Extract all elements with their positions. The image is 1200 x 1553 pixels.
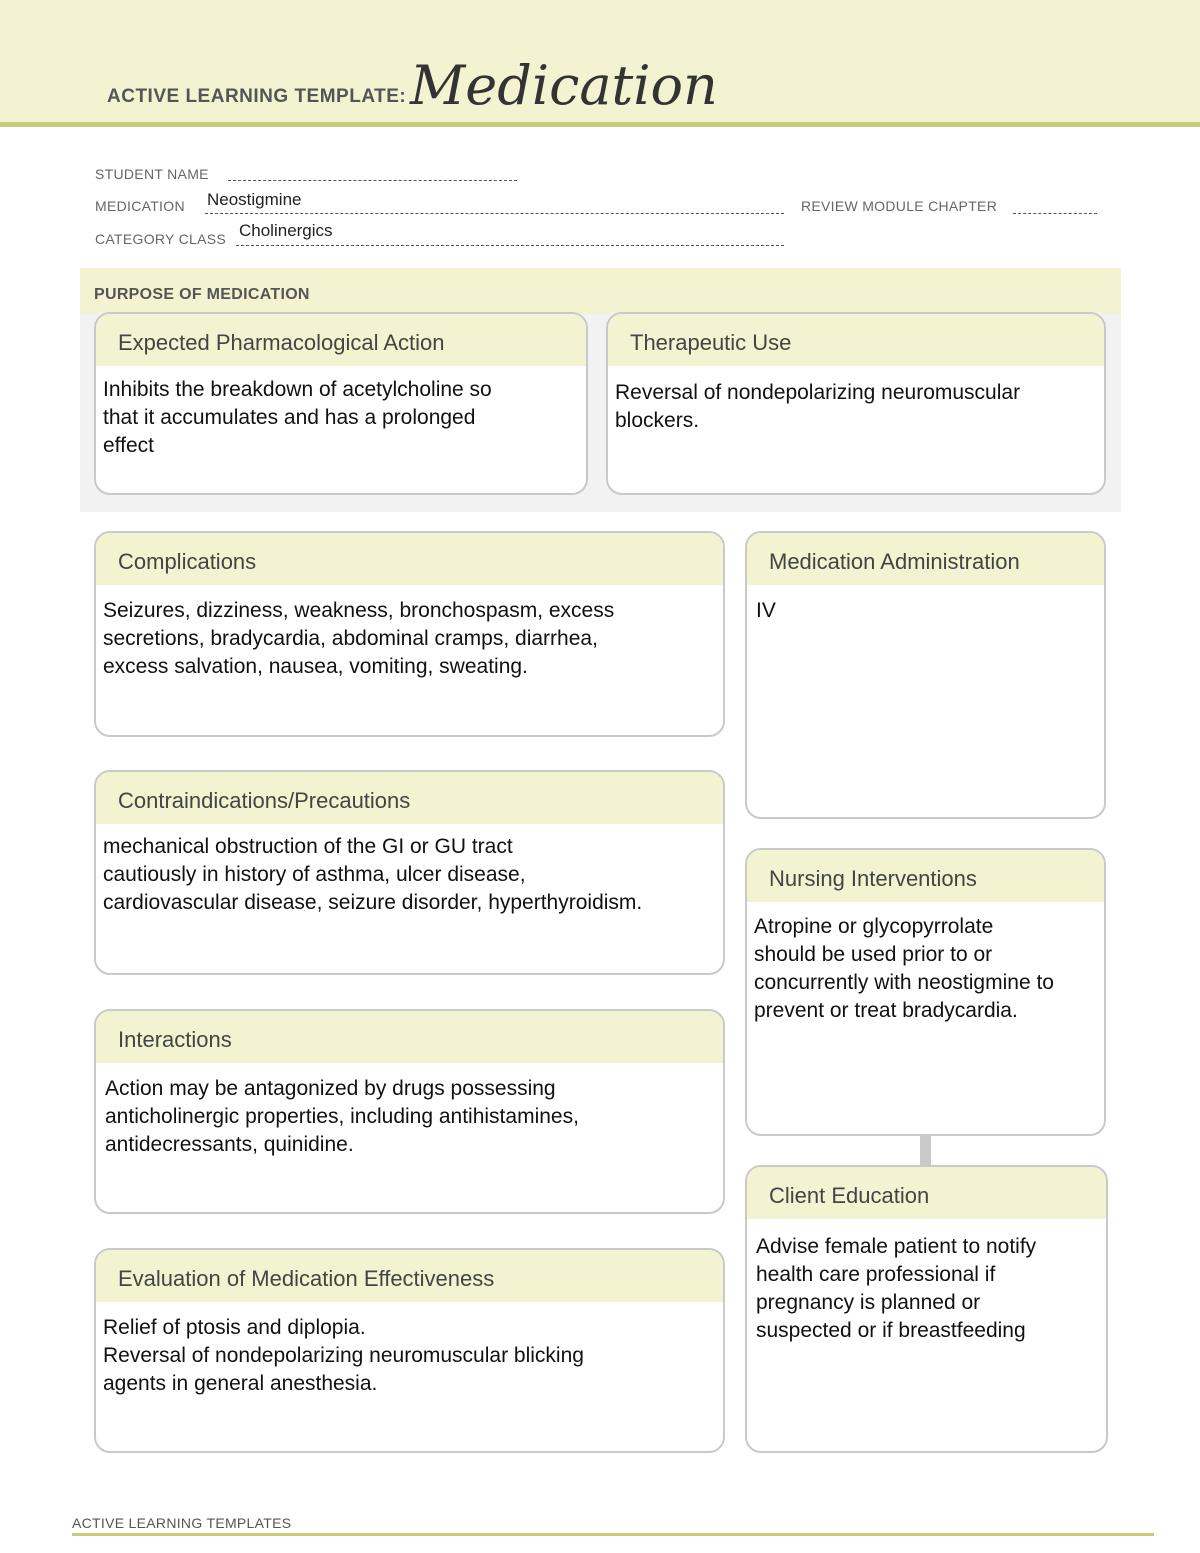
medication-line[interactable] bbox=[205, 213, 784, 214]
card-title: Client Education bbox=[747, 1167, 1106, 1219]
card-title: Therapeutic Use bbox=[608, 314, 1104, 366]
card-nursing-interventions bbox=[745, 848, 1106, 1136]
card-body[interactable]: Advise female patient to notify health care professional if pregnancy is planned or suspected or if breastfeeding bbox=[756, 1235, 1037, 1342]
card-title: Expected Pharmacological Action bbox=[96, 314, 586, 366]
card-interactions bbox=[94, 1009, 725, 1214]
category-class-line[interactable] bbox=[236, 245, 784, 246]
card-body[interactable]: Inhibits the breakdown of acetylcholine so that it accumulates and has a prolonged effect bbox=[103, 378, 492, 457]
card-title: Complications bbox=[96, 533, 723, 585]
template-label: ACTIVE LEARNING TEMPLATE: bbox=[107, 86, 407, 107]
student-name-label: STUDENT NAME bbox=[95, 166, 209, 182]
category-class-value: Cholinergics bbox=[239, 221, 333, 240]
card-title: Nursing Interventions bbox=[747, 850, 1104, 902]
card-title: Interactions bbox=[96, 1011, 723, 1063]
card-evaluation bbox=[94, 1248, 725, 1453]
card-therapeutic-use bbox=[606, 312, 1106, 495]
card-body[interactable]: Atropine or glycopyrrolate should be used prior to or concurrently with neostigmine to prevent or treat bradycardia. bbox=[754, 915, 1054, 1022]
card-title: Evaluation of Medication Effectiveness bbox=[96, 1250, 723, 1302]
header-rule bbox=[0, 122, 1200, 127]
medication-label: MEDICATION bbox=[95, 198, 185, 214]
medication-value: Neostigmine bbox=[207, 190, 302, 209]
card-administration bbox=[745, 531, 1106, 819]
card-body[interactable]: IV bbox=[756, 599, 776, 622]
review-module-label: REVIEW MODULE CHAPTER bbox=[801, 198, 998, 214]
card-body[interactable]: Relief of ptosis and diplopia. Reversal of nondepolarizing neuromuscular blicking agents in general anesthesia. bbox=[103, 1316, 584, 1395]
student-name-line[interactable] bbox=[228, 180, 517, 181]
card-body[interactable]: Action may be antagonized by drugs possessing anticholinergic properties, including antihistamines, antidecressants, quinidine. bbox=[105, 1077, 579, 1156]
card-expected-action bbox=[94, 312, 588, 495]
card-body[interactable]: Reversal of nondepolarizing neuromuscular blockers. bbox=[615, 381, 1021, 432]
card-contraindications bbox=[94, 770, 725, 975]
card-title: Medication Administration bbox=[747, 533, 1104, 585]
card-body[interactable]: Seizures, dizziness, weakness, bronchospasm, excess secretions, bradycardia, abdominal cramps, diarrhea, excess salvation, nausea, vomiting, sweating. bbox=[103, 599, 615, 678]
card-client-education bbox=[745, 1165, 1108, 1453]
category-class-label: CATEGORY CLASS bbox=[95, 231, 227, 247]
footer-text: ACTIVE LEARNING TEMPLATES bbox=[72, 1515, 292, 1531]
card-connector bbox=[920, 1134, 931, 1168]
review-module-line[interactable] bbox=[1013, 213, 1097, 214]
card-complications bbox=[94, 531, 725, 737]
card-title: Contraindications/Precautions bbox=[96, 772, 723, 824]
purpose-title: PURPOSE OF MEDICATION bbox=[94, 286, 310, 303]
footer-rule bbox=[72, 1533, 1154, 1536]
card-body[interactable]: mechanical obstruction of the GI or GU tract cautiously in history of asthma, ulcer disease, cardiovascular disease, seizure disorder, hyperthyroidism. bbox=[103, 835, 643, 914]
template-title: Medication bbox=[410, 54, 718, 117]
